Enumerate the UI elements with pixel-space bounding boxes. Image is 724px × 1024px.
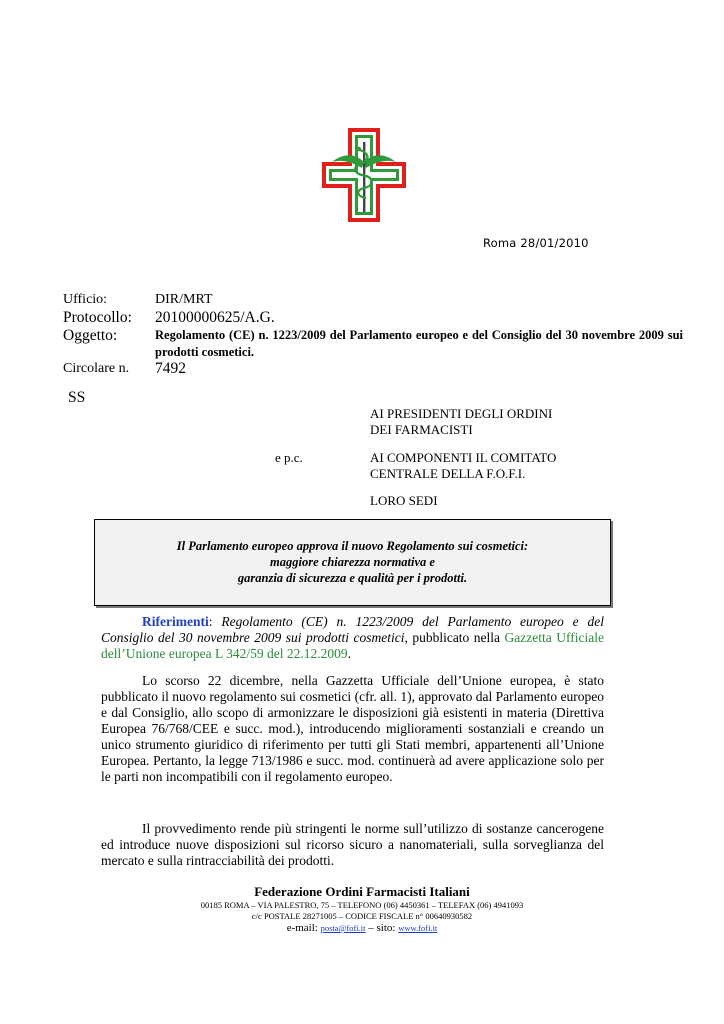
recipient-line-4: CENTRALE DELLA F.O.F.I.: [370, 466, 526, 481]
sito-label: – sito:: [365, 922, 399, 934]
footer-organization: Federazione Ordini Farmacisti Italiani: [254, 884, 470, 899]
email-link[interactable]: posta@fofi.it: [320, 923, 366, 933]
ufficio-value: DIR/MRT: [155, 292, 213, 307]
body-paragraph-2-text: Il provvedimento rende più stringenti le norme sull’utilizzo di sostanze cancerogene ed introduce nuove disposizioni sul ricorso sicuro a nanomateriali, sulla sorveglianza del mercato e sulla rintracciabilità dei prodotti.: [101, 821, 604, 868]
riferimenti-ref: Regolamento (CE) n. 1223/2009 del Parlamento europeo e del Consiglio del 30 novembre 2009 sui prodotti cosmetici: [101, 614, 604, 645]
riferimenti-paragraph: [101, 614, 604, 662]
recipient-line-1: AI PRESIDENTI DEGLI ORDINI: [370, 406, 553, 421]
summary-box: [94, 519, 611, 606]
oggetto-value: Regolamento (CE) n. 1223/2009 del Parlamento europeo e del Consiglio del 30 novembre 2009 sui prodotti cosmetici.: [155, 328, 683, 359]
fofi-logo-icon: [322, 128, 406, 222]
riferimenti-colon: :: [208, 614, 222, 629]
body-paragraph-2: [101, 821, 604, 869]
summary-line-1: Il Parlamento europeo approva il nuovo Regolamento sui cosmetici:: [176, 539, 529, 553]
footer-contacts: [0, 922, 724, 934]
recipient-line-2: DEI FARMACISTI: [370, 422, 473, 437]
letter-footer: [0, 884, 724, 934]
footer-address: 00185 ROMA – VIA PALESTRO, 75 – TELEFONO (06) 4450361 – TELEFAX (06) 4941093: [200, 900, 524, 910]
protocollo-value: 20100000625/A.G.: [155, 309, 275, 326]
body-paragraph-1-text: Lo scorso 22 dicembre, nella Gazzetta Ufficiale dell’Unione europea, è stato pubblicato il nuovo regolamento sui cosmetici (cfr. all. 1), approvato dal Parlamento europeo e dal Consiglio, allo scopo di armonizzare le disposizioni già esistenti in materia (Direttiva Europea 76/768/CEE e succ. mod.), introducendo miglioramenti sostanziali e creando un unico strumento giuridico di riferimento per tutti gli Stati membri, appartenenti all’Unione Europea. Pertanto, la legge 713/1986 e succ. mod. continuerà ad avere applicazione solo per le parti non incompatibili con il regolamento europeo.: [101, 673, 604, 784]
website-link[interactable]: www.fofi.it: [398, 923, 438, 933]
epc-label: e p.c.: [275, 450, 303, 465]
protocollo-label: Protocollo:: [63, 309, 132, 326]
riferimenti-end: .: [347, 646, 351, 661]
footer-fiscal: c/c POSTALE 28271005 – CODICE FISCALE n° 00640930582: [251, 911, 473, 921]
letter-date: Roma 28/01/2010: [483, 236, 589, 250]
email-label: e-mail:: [286, 922, 321, 934]
body-paragraph-1: [101, 673, 604, 785]
summary-line-2: maggiore chiarezza normativa e: [270, 555, 435, 569]
ss-mark: SS: [68, 389, 86, 406]
summary-line-3: garanzia di sicurezza e qualità per i prodotti.: [237, 571, 468, 585]
circolare-label: Circolare n.: [63, 361, 130, 376]
oggetto-label: Oggetto:: [63, 327, 118, 344]
gazzetta-reference: Gazzetta Ufficiale dell’Unione europea L 342/59 del 22.12.2009: [101, 630, 604, 661]
ufficio-label: Ufficio:: [63, 292, 108, 307]
circolare-value: 7492: [155, 360, 186, 377]
recipient-line-5: LORO SEDI: [370, 493, 438, 508]
recipient-line-3: AI COMPONENTI IL COMITATO: [370, 450, 557, 465]
riferimenti-mid: , pubblicato nella: [404, 630, 505, 645]
riferimenti-label: Riferimenti: [142, 614, 209, 629]
